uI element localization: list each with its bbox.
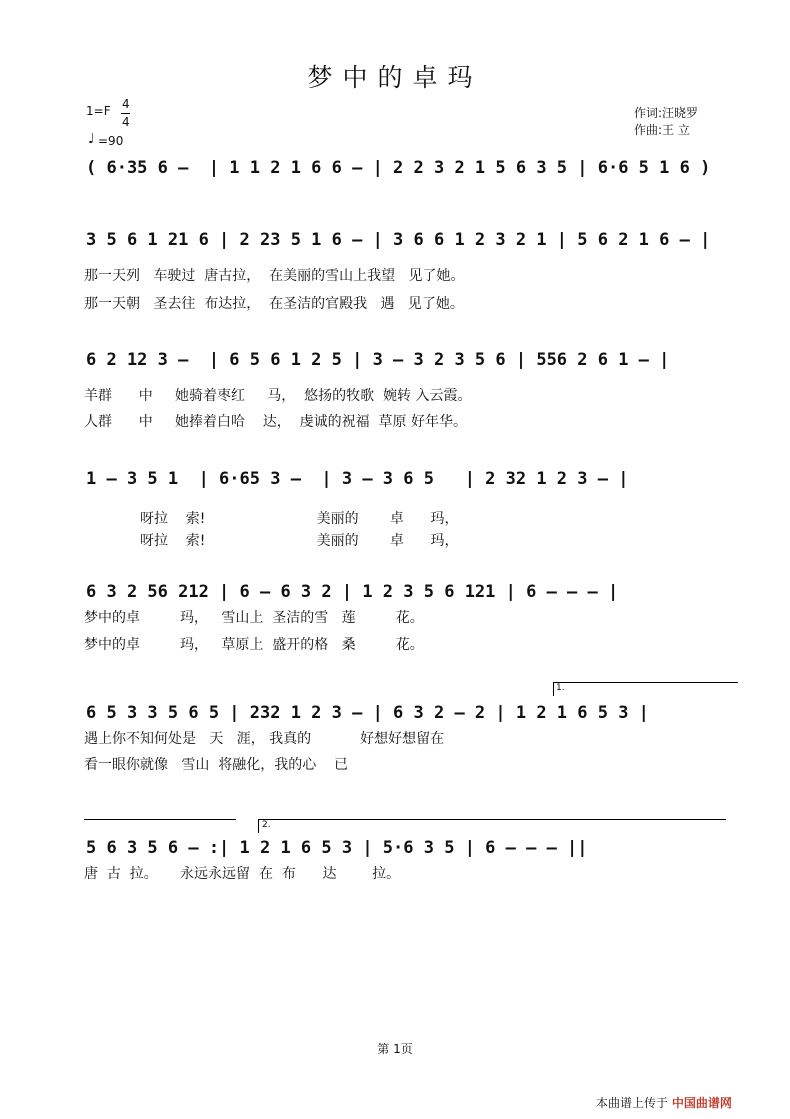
key-signature: 1=F (86, 104, 111, 118)
volta-bracket (553, 682, 738, 683)
lyric-line: 梦中的卓 玛， 草原上 盛开的格 桑 花。 (84, 637, 424, 653)
notation-row: 5 6 3 5 6 – :| 1 2 1 6 5 3 | 5·6 3 5 | 6 – – – || (86, 838, 588, 858)
lyric-line: 呀拉 索! 美丽的 卓 玛， (140, 533, 459, 549)
notation-row: 1 – 3 5 1 | 6·65 3 – | 3 – 3 6 5 | 2 32 1 2 3 – | (86, 469, 629, 489)
volta-bracket (84, 819, 236, 820)
lyric-line: 看一眼你就像 雪山 将融化，我的心 已 (84, 757, 349, 773)
lyric-line: 呀拉 索! 美丽的 卓 玛， (140, 511, 459, 527)
lyric-line: 梦中的卓 玛， 雪山上 圣洁的雪 莲 花。 (84, 610, 424, 626)
time-signature-bottom: 4 (122, 115, 130, 129)
notation-row: 3 5 6 1 21 6 | 2 23 5 1 6 – | 3 6 6 1 2 3 2 1 | 5 6 2 1 6 – | (86, 230, 711, 250)
footer (596, 1094, 732, 1111)
footer-text: 本曲谱上传于 (596, 1096, 669, 1110)
page-number: 第 1页 (377, 1042, 413, 1056)
notation-row: ( 6·35 6 – | 1 1 2 1 6 6 – | 2 2 3 2 1 5 6 3 5 | 6·6 5 1 6 ) (86, 158, 711, 178)
notation-row: 6 5 3 3 5 6 5 | 232 1 2 3 – | 6 3 2 – 2 | 1 2 1 6 5 3 | (86, 703, 649, 723)
lyric-line: 那一天朝 圣去往 布达拉， 在圣洁的官殿我 遇 见了她。 (84, 296, 464, 312)
lyric-line: 那一天列 车驶过 唐古拉， 在美丽的雪山上我望 见了她。 (84, 268, 465, 284)
credits (634, 105, 698, 139)
time-signature-line (121, 113, 130, 114)
quarter-note-icon: ♩ (88, 131, 95, 147)
lyric-line: 唐 古 拉。 永远永远留 在 布 达 拉。 (84, 866, 401, 882)
time-signature-top: 4 (122, 97, 130, 111)
volta-bracket (258, 819, 726, 820)
lyric-line: 羊群 中 她骑着枣红 马， 悠扬的牧歌 婉转 入云霞。 (84, 388, 472, 404)
volta-bracket-end (553, 682, 554, 696)
page-title: 梦中的卓玛 (307, 63, 483, 92)
volta-bracket-end (258, 819, 259, 833)
lyric-line: 遇上你不知何处是 天 涯， 我真的 好想好想留在 (84, 731, 445, 747)
lyricist: 作词:汪晓罗 (634, 106, 699, 120)
composer: 作曲:王 立 (634, 123, 690, 137)
volta-1-label: 1. (556, 683, 565, 693)
notation-row: 6 3 2 56 212 | 6 – 6 3 2 | 1 2 3 5 6 121 | 6 – – – | (86, 582, 619, 602)
notation-row: 6 2 12 3 – | 6 5 6 1 2 5 | 3 – 3 2 3 5 6 | 556 2 6 1 – | (86, 350, 670, 370)
site-logo: 中国曲谱网 (671, 1096, 732, 1110)
lyric-line: 人群 中 她捧着白哈 达， 虔诚的祝福 草原 好年华。 (84, 414, 468, 430)
volta-2-label: 2. (262, 820, 271, 830)
tempo: =90 (98, 134, 124, 148)
